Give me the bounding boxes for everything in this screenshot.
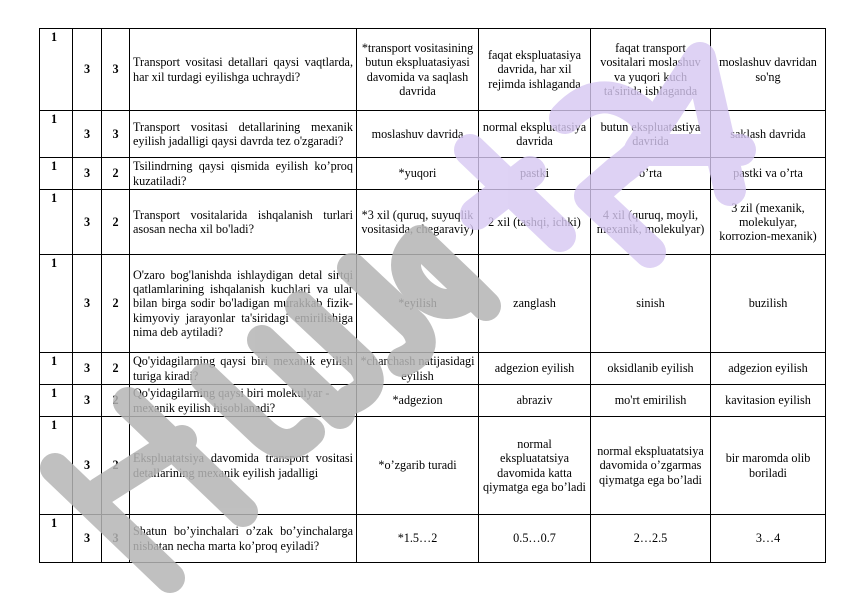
answer-option-3: o’rta <box>591 158 711 190</box>
answer-correct: *charchash natijasidagi eyilish <box>357 353 479 385</box>
difficulty-level: 3 <box>73 353 102 385</box>
question-text: Transport vositasi detallari qaysi vaqtlarda, har xil turdagi eyilishga uchraydi? <box>130 29 357 111</box>
answer-option-2: abraziv <box>479 385 591 417</box>
difficulty-level: 3 <box>73 158 102 190</box>
answer-option-4: 3 zil (mexanik, molekulyar, korrozion-mexanik) <box>711 190 826 255</box>
table-row <box>40 255 826 353</box>
answer-option-2: 0.5…0.7 <box>479 515 591 563</box>
answer-option-4: bir maromda olib boriladi <box>711 417 826 515</box>
question-text: Ekspluatatsiya davomida transport vositasi detallarining mexanik eyilish jadalligi <box>130 417 357 515</box>
points: 2 <box>102 385 130 417</box>
table-row <box>40 353 826 385</box>
answer-option-2: faqat ekspluatasiya davrida, har xil rejimda ishlaganda <box>479 29 591 111</box>
question-number: 1 <box>40 255 73 353</box>
answer-correct: *transport vositasining butun ekspluatasiyasi davomida va saqlash davrida <box>357 29 479 111</box>
answer-option-3: mo'rt emirilish <box>591 385 711 417</box>
question-text: Transport vositasi detallarining mexanik eyilish jadalligi qaysi davrda tez o'zgaradi? <box>130 111 357 158</box>
question-number: 1 <box>40 385 73 417</box>
difficulty-level: 3 <box>73 29 102 111</box>
answer-option-3: sinish <box>591 255 711 353</box>
answer-option-3: normal ekspluatatsiya davomida o’zgarmas qiymatga ega bo’ladi <box>591 417 711 515</box>
points: 2 <box>102 158 130 190</box>
question-text: Shatun bo’yinchalari o’zak bo’yinchalarga nisbatan necha marta ko’proq eyiladi? <box>130 515 357 563</box>
table-row <box>40 29 826 111</box>
answer-correct: *eyilish <box>357 255 479 353</box>
question-number: 1 <box>40 190 73 255</box>
question-text: Qo'yidagilarning qaysi biri molekulyar - mexanik eyilish hisoblanadi? <box>130 385 357 417</box>
answer-option-3: oksidlanib eyilish <box>591 353 711 385</box>
answer-option-2: pastki <box>479 158 591 190</box>
answer-correct: *3 xil (quruq, suyuqlik vositasida, chegaraviy) <box>357 190 479 255</box>
points: 3 <box>102 515 130 563</box>
test-questions-table <box>39 28 826 563</box>
answer-option-4: kavitasion eyilish <box>711 385 826 417</box>
question-number: 1 <box>40 515 73 563</box>
answer-option-2: normal ekspluatatsiya davomida katta qiymatga ega bo’ladi <box>479 417 591 515</box>
table-row <box>40 111 826 158</box>
answer-option-2: 2 xil (tashqi, ichki) <box>479 190 591 255</box>
question-text: Transport vositalarida ishqalanish turlari asosan necha xil bo'ladi? <box>130 190 357 255</box>
difficulty-level: 3 <box>73 417 102 515</box>
difficulty-level: 3 <box>73 255 102 353</box>
difficulty-level: 3 <box>73 515 102 563</box>
answer-option-2: adgezion eyilish <box>479 353 591 385</box>
answer-correct: *o’zgarib turadi <box>357 417 479 515</box>
answer-correct: *yuqori <box>357 158 479 190</box>
question-number: 1 <box>40 111 73 158</box>
difficulty-level: 3 <box>73 190 102 255</box>
answer-option-4: 3…4 <box>711 515 826 563</box>
answer-option-4: adgezion eyilish <box>711 353 826 385</box>
question-text: Qo'yidagilarning qaysi biri mexanik eyilish turiga kiradi? <box>130 353 357 385</box>
table-row <box>40 158 826 190</box>
question-text: O'zaro bog'lanishda ishlaydigan detal sirtqi qatlamlarining ishqalanish kuchlari va ular bilan birga sodir bo'ladigan murakkab fizik-kimyoviy jarayonlar ta'siridagi emirilishiga nima deb aytiladi? <box>130 255 357 353</box>
difficulty-level: 3 <box>73 111 102 158</box>
answer-option-4: moslashuv davridan so'ng <box>711 29 826 111</box>
table-row <box>40 515 826 563</box>
answer-option-3: 2…2.5 <box>591 515 711 563</box>
answer-option-2: normal ekspluatasiya davrida <box>479 111 591 158</box>
question-number: 1 <box>40 158 73 190</box>
answer-correct: *1.5…2 <box>357 515 479 563</box>
table-row <box>40 190 826 255</box>
answer-option-3: 4 xil (quruq, moyli, mexanik, molekulyar) <box>591 190 711 255</box>
points: 2 <box>102 417 130 515</box>
question-text: Tsilindrning qaysi qismida eyilish ko’proq kuzatiladi? <box>130 158 357 190</box>
answer-option-3: faqat transport vositalari moslashuv va yuqori kuch ta'sirida ishlaganda <box>591 29 711 111</box>
answer-option-4: buzilish <box>711 255 826 353</box>
points: 2 <box>102 255 130 353</box>
answer-option-2: zanglash <box>479 255 591 353</box>
table-row <box>40 417 826 515</box>
question-number: 1 <box>40 353 73 385</box>
points: 2 <box>102 190 130 255</box>
points: 3 <box>102 29 130 111</box>
table-row <box>40 385 826 417</box>
difficulty-level: 3 <box>73 385 102 417</box>
answer-option-3: butun ekspluatastiya davrida <box>591 111 711 158</box>
answer-option-4: pastki va o’rta <box>711 158 826 190</box>
answer-correct: *adgezion <box>357 385 479 417</box>
question-number: 1 <box>40 29 73 111</box>
question-number: 1 <box>40 417 73 515</box>
answer-option-4: saklash davrida <box>711 111 826 158</box>
points: 3 <box>102 111 130 158</box>
answer-correct: moslashuv davrida <box>357 111 479 158</box>
points: 2 <box>102 353 130 385</box>
